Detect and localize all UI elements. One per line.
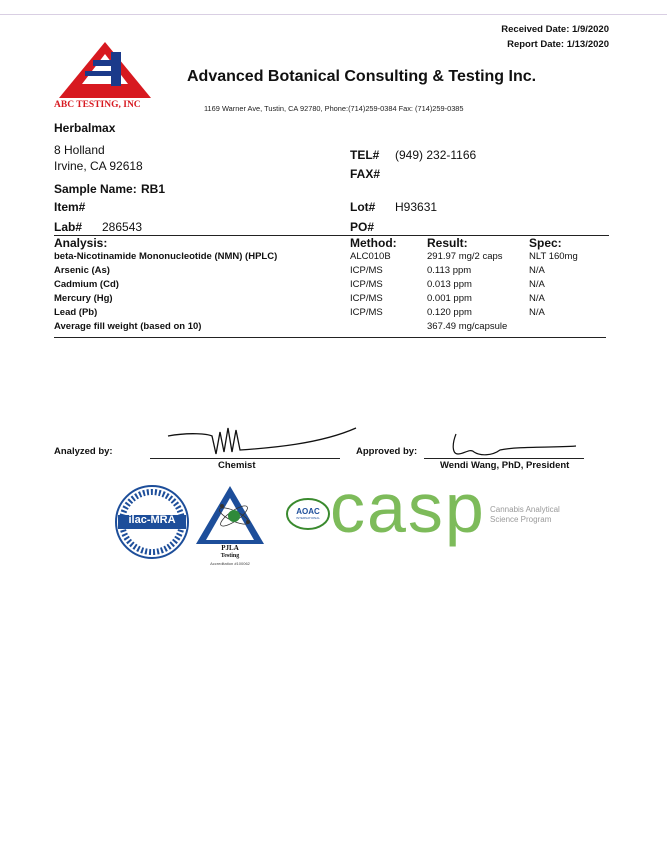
results-header [54, 236, 614, 252]
lot-value: H93631 [395, 200, 438, 214]
method-cell: ICP/MS [350, 265, 383, 276]
spec-cell: N/A [529, 265, 545, 276]
result-cell: 367.49 mg/capsule [427, 321, 508, 332]
approved-signature-line [424, 458, 584, 459]
method-cell: ICP/MS [350, 279, 383, 290]
result-cell: 0.120 ppm [427, 307, 472, 318]
chemist-signature [160, 422, 360, 467]
table-row [54, 279, 614, 293]
pjla-accreditation: Accreditation #100062 [210, 561, 250, 566]
spec-cell: N/A [529, 307, 545, 318]
spec-header: Spec: [529, 236, 562, 250]
result-cell: 0.001 ppm [427, 293, 472, 304]
analysis-cell: Cadmium (Cd) [54, 279, 119, 290]
tel-label: TEL# [350, 148, 380, 162]
received-date: Received Date: 1/9/2020 [501, 24, 609, 35]
approved-by-label: Approved by: [356, 446, 418, 457]
method-cell: ICP/MS [350, 307, 383, 318]
lot-label: Lot# [350, 200, 376, 214]
chemist-title: Chemist [218, 460, 256, 471]
top-border [0, 14, 667, 15]
result-cell: 0.113 ppm [427, 265, 472, 276]
spec-cell: N/A [529, 293, 545, 304]
pjla-name: PJLA [221, 544, 239, 552]
ilac-mra-text: ilac-MRA [128, 514, 176, 526]
pjla-testing: Testing [220, 553, 240, 559]
analysis-cell: Average fill weight (based on 10) [54, 321, 202, 332]
casp-tagline-1: Cannabis Analytical [490, 505, 560, 514]
table-bottom-rule [54, 337, 606, 338]
result-header: Result: [427, 236, 468, 250]
spec-cell: NLT 160mg [529, 251, 578, 262]
aoac-sub: INTERNATIONAL [296, 516, 320, 520]
client-name: Herbalmax [54, 121, 116, 135]
fax-label: FAX# [350, 167, 381, 181]
table-row [54, 265, 614, 279]
sample-name-value: RB1 [141, 182, 166, 196]
table-row [54, 293, 614, 307]
analysis-cell: Arsenic (As) [54, 265, 110, 276]
client-address-line2: Irvine, CA 92618 [54, 159, 143, 173]
po-label: PO# [350, 220, 375, 234]
approver-name: Wendi Wang, PhD, President [440, 460, 570, 471]
abc-testing-logo-text: ABC TESTING, INC [54, 100, 141, 110]
method-cell: ALC010B [350, 251, 391, 262]
company-address: 1169 Warner Ave, Tustin, CA 92780, Phone:(714)259-0384 Fax: (714)259-0385 [204, 104, 464, 113]
analysis-cell: Mercury (Hg) [54, 293, 113, 304]
tel-value: (949) 232-1166 [395, 148, 477, 162]
company-name: Advanced Botanical Consulting & Testing Inc. [187, 68, 537, 85]
analyzed-signature-line [150, 458, 340, 459]
analysis-cell: Lead (Pb) [54, 307, 98, 318]
lab-label: Lab# [54, 220, 83, 234]
method-header: Method: [350, 236, 397, 250]
result-cell: 0.013 ppm [427, 279, 472, 290]
table-row [54, 251, 614, 265]
result-cell: 291.97 mg/2 caps [427, 251, 503, 262]
table-row [54, 307, 614, 321]
abc-testing-logo [55, 40, 155, 100]
report-date: Report Date: 1/13/2020 [507, 39, 609, 50]
aoac-text: AOAC [296, 507, 320, 516]
analyzed-by-label: Analyzed by: [54, 446, 113, 457]
casp-tagline-2: Science Program [490, 515, 552, 524]
spec-cell: N/A [529, 279, 545, 290]
table-row [54, 321, 614, 335]
method-cell: ICP/MS [350, 293, 383, 304]
analysis-header: Analysis: [54, 236, 108, 250]
client-address-line1: 8 Holland [54, 143, 105, 157]
analysis-cell: beta-Nicotinamide Mononucleotide (NMN) (HPLC) [54, 251, 278, 262]
sample-name-label: Sample Name: [54, 182, 137, 196]
lab-value: 286543 [102, 220, 143, 234]
pjla-logo [194, 484, 266, 548]
item-label: Item# [54, 200, 86, 214]
casp-logo-text: casp [330, 469, 486, 547]
